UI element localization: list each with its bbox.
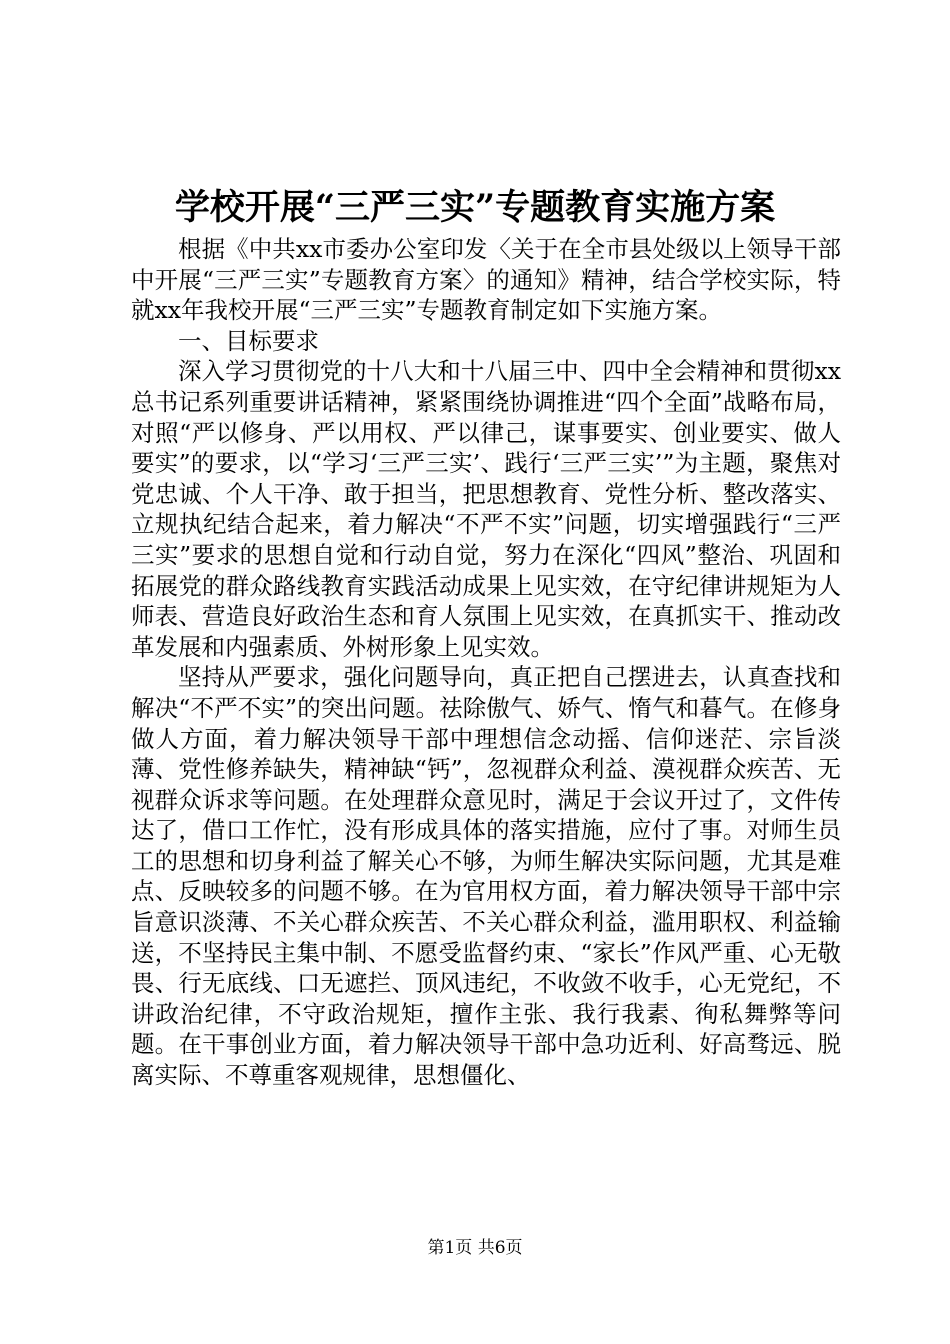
body-paragraph: 深入学习贯彻党的十八大和十八届三中、四中全会精神和贯彻xx总书记系列重要讲话精神，紧紧围绕协调推进“四个全面”战略布局，对照“严以修身、严以用权、严以律己，谋事要实、创业要实、做人要实”的要求，以“学习‘三严三实’、践行‘三严三实’”为主题，聚焦对党忠诚、个人干净、敢于担当，把思想教育、党性分析、整改落实、立规执纪结合起来，着力解决“不严不实”问题，切实增强践行“三严三实”要求的思想自觉和行动自觉，努力在深化“四风”整治、巩固和拓展党的群众路线教育实践活动成果上见实效，在守纪律讲规矩为人师表、营造良好政治生态和育人氛围上见实效，在真抓实干、推动改革发展和内强素质、外树形象上见实效。 <box>131 357 841 661</box>
body-paragraph: 坚持从严要求，强化问题导向，真正把自己摆进去，认真查找和解决“不严不实”的突出问题。祛除傲气、娇气、惰气和暮气。在修身做人方面，着力解决领导干部中理想信念动摇、信仰迷茫、宗旨淡薄、党性修养缺失，精神缺“钙”，忽视群众利益、漠视群众疾苦、无视群众诉求等问题。在处理群众意见时，满足于会议开过了，文件传达了，借口工作忙，没有形成具体的落实措施，应付了事。对师生员工的思想和切身利益了解关心不够，为师生解决实际问题，尤其是难点、反映较多的问题不够。在为官用权方面，着力解决领导干部中宗旨意识淡薄、不关心群众疾苦、不关心群众利益，滥用职权、利益输送，不坚持民主集中制、不愿受监督约束、“家长”作风严重、心无敬畏、行无底线、口无遮拦、顶风违纪，不收敛不收手，心无党纪，不讲政治纪律，不守政治规矩，擅作主张、我行我素、徇私舞弊等问题。在干事创业方面，着力解决领导干部中急功近利、好高骛远、脱离实际、不尊重客观规律，思想僵化、 <box>131 663 841 1090</box>
intro-paragraph: 根据《中共xx市委办公室印发〈关于在全市县处级以上领导干部中开展“三严三实”专题教育方案〉的通知》精神，结合学校实际，特就xx年我校开展“三严三实”专题教育制定如下实施方案。 <box>131 235 841 325</box>
section-heading: 一、目标要求 <box>178 326 319 355</box>
document-title: 学校开展“三严三实”专题教育实施方案 <box>174 187 776 228</box>
page-footer: 第1页 共6页 <box>427 1238 523 1258</box>
document-body <box>131 234 841 1091</box>
